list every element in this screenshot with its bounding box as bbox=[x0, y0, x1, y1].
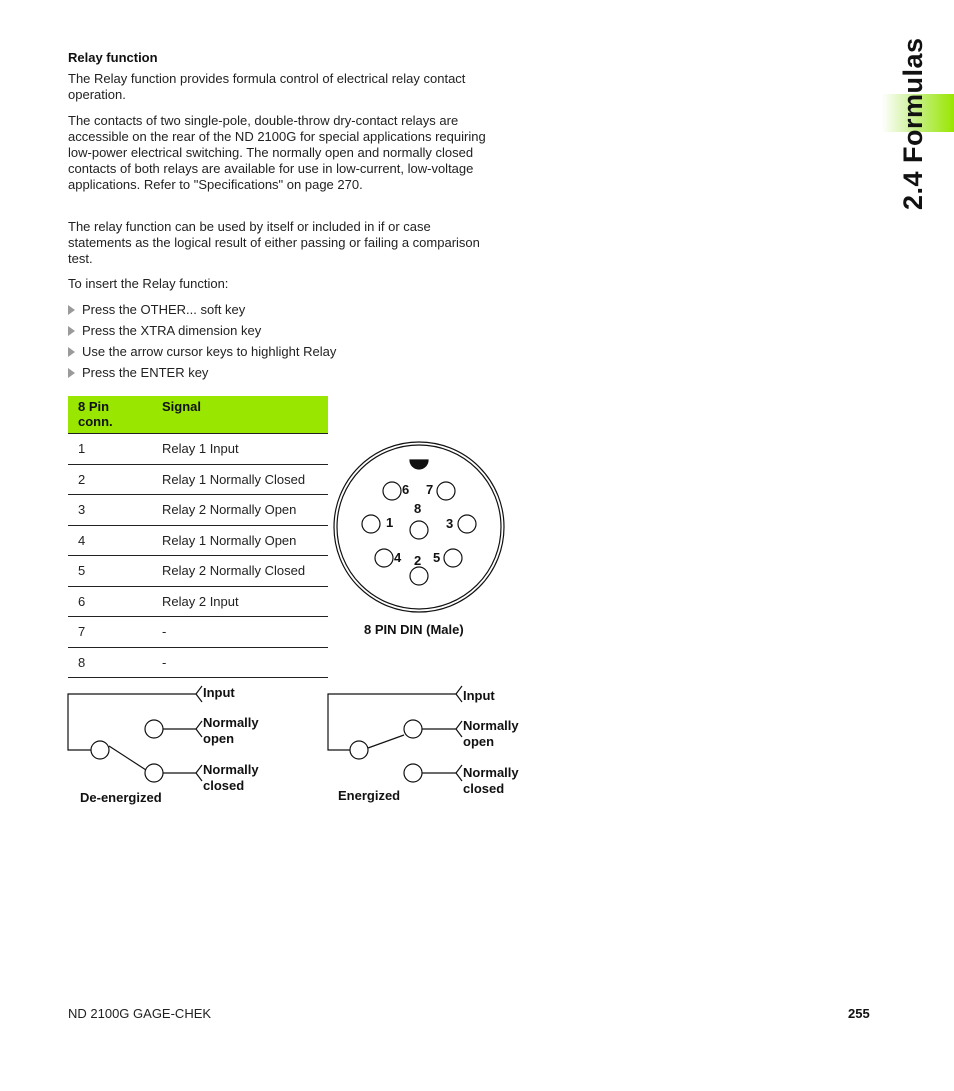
paragraph-insert: To insert the Relay function: bbox=[68, 276, 229, 291]
pin-cell: 7 bbox=[68, 617, 152, 648]
pin-cell: 6 bbox=[68, 586, 152, 617]
signal-cell: Relay 1 Normally Closed bbox=[152, 464, 328, 495]
normally-open-label-1: Normally bbox=[463, 718, 519, 733]
step-text: Press the OTHER... soft key bbox=[82, 302, 246, 317]
pin-3-hole bbox=[458, 515, 476, 533]
relay-deenergized-diagram bbox=[68, 686, 202, 782]
input-label: Input bbox=[203, 685, 235, 700]
paragraph-contacts: The contacts of two single-pole, double-throw dry-contact relays are accessible on the rear of the ND 2100G for special applications requiring low-power electrical switching. The normally open and normally closed contacts of both relays are available for use in low-current, low-voltage applications. Refer to "Specifications" on page 270. bbox=[68, 113, 486, 192]
din-connector-diagram bbox=[334, 442, 504, 612]
pin-label-7: 7 bbox=[426, 482, 434, 497]
signal-cell: Relay 2 Input bbox=[152, 586, 328, 617]
common-contact bbox=[91, 741, 109, 759]
footer-product: ND 2100G GAGE-CHEK bbox=[68, 1006, 212, 1021]
normally-closed-contact bbox=[145, 764, 163, 782]
step-text: Use the arrow cursor keys to highlight Relay bbox=[82, 344, 337, 359]
pin-label-1: 1 bbox=[386, 515, 394, 530]
pin-cell: 2 bbox=[68, 464, 152, 495]
signal-cell: - bbox=[152, 647, 328, 678]
paragraph-intro: The Relay function provides formula control of electrical relay contact operation. bbox=[68, 71, 466, 102]
normally-closed-contact bbox=[404, 764, 422, 782]
connector-caption: 8 PIN DIN (Male) bbox=[364, 622, 464, 637]
pin-1-hole bbox=[362, 515, 380, 533]
paragraph-usage: The relay function can be used by itself or included in if or case statements as the logical result of either passing or failing a comparison test. bbox=[68, 219, 480, 266]
terminal-arrow-icon bbox=[456, 765, 462, 781]
input-wire bbox=[328, 694, 456, 750]
column-header-signal: Signal bbox=[152, 396, 328, 434]
normally-open-label-1: Normally bbox=[203, 715, 259, 730]
pin-label-4: 4 bbox=[394, 550, 402, 565]
switch-arm bbox=[109, 746, 146, 770]
normally-open-contact bbox=[145, 720, 163, 738]
signal-cell: Relay 1 Input bbox=[152, 434, 328, 465]
terminal-arrow-icon bbox=[456, 686, 462, 702]
terminal-arrow-icon bbox=[196, 765, 202, 781]
pin-2-hole bbox=[410, 567, 428, 585]
normally-closed-label-1: Normally bbox=[203, 762, 259, 777]
pin-7-hole bbox=[437, 482, 455, 500]
input-wire bbox=[68, 694, 196, 750]
normally-closed-label-2: closed bbox=[203, 778, 245, 793]
pin-cell: 8 bbox=[68, 647, 152, 678]
pin-label-3: 3 bbox=[446, 516, 454, 531]
signal-cell: Relay 1 Normally Open bbox=[152, 525, 328, 556]
normally-open-label-2: open bbox=[463, 734, 495, 749]
pin-label-8: 8 bbox=[414, 501, 422, 516]
pin-4-hole bbox=[375, 549, 393, 567]
step-text: Press the ENTER key bbox=[82, 365, 209, 380]
normally-closed-label-2: closed bbox=[463, 781, 505, 796]
normally-closed-label-1: Normally bbox=[463, 765, 519, 780]
pin-label-5: 5 bbox=[433, 550, 441, 565]
terminal-arrow-icon bbox=[196, 686, 202, 702]
input-label: Input bbox=[463, 688, 495, 703]
signal-cell: - bbox=[152, 617, 328, 648]
common-contact bbox=[350, 741, 368, 759]
pin-label-6: 6 bbox=[402, 482, 410, 497]
connector-key-notch bbox=[410, 460, 428, 469]
relay-energized-diagram bbox=[328, 686, 462, 782]
section-side-title: 2.4 Formulas bbox=[898, 37, 928, 210]
switch-arm bbox=[368, 735, 404, 748]
pin-cell: 1 bbox=[68, 434, 152, 465]
pin-8-hole bbox=[410, 521, 428, 539]
terminal-arrow-icon bbox=[456, 721, 462, 737]
energized-caption: Energized bbox=[338, 788, 401, 803]
section-heading: Relay function bbox=[68, 50, 158, 65]
normally-open-contact bbox=[404, 720, 422, 738]
signal-cell: Relay 2 Normally Closed bbox=[152, 556, 328, 587]
pin-6-hole bbox=[383, 482, 401, 500]
pin-label-2: 2 bbox=[414, 553, 422, 568]
column-header-pin: 8 Pin conn. bbox=[68, 396, 152, 434]
deenergized-caption: De-energized bbox=[80, 790, 162, 805]
signal-cell: Relay 2 Normally Open bbox=[152, 495, 328, 526]
step-text: Press the XTRA dimension key bbox=[82, 323, 262, 338]
normally-open-label-2: open bbox=[203, 731, 235, 746]
page-number: 255 bbox=[848, 1006, 870, 1021]
pin-5-hole bbox=[444, 549, 462, 567]
pin-cell: 3 bbox=[68, 495, 152, 526]
pin-cell: 4 bbox=[68, 525, 152, 556]
pin-cell: 5 bbox=[68, 556, 152, 587]
terminal-arrow-icon bbox=[196, 721, 202, 737]
